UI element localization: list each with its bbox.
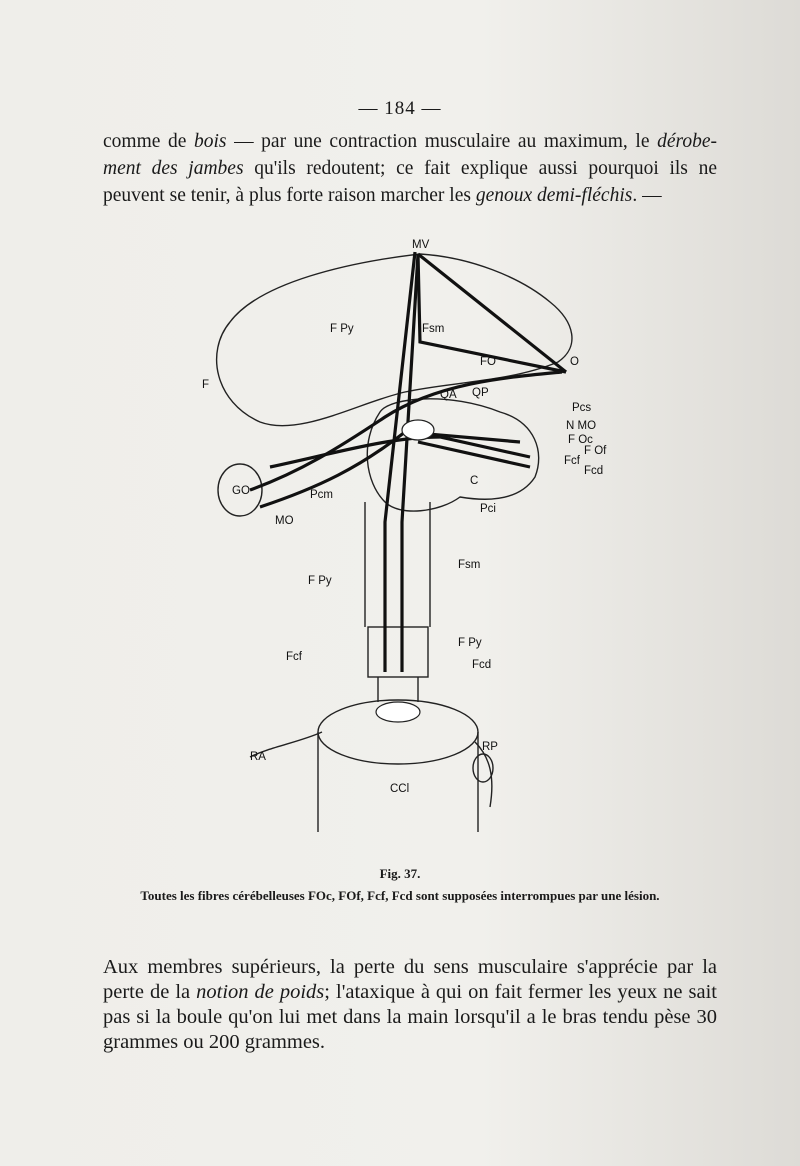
label-fcd-low: Fcd <box>472 659 492 671</box>
label-rp: RP <box>482 741 498 753</box>
label-pcs: Pcs <box>572 402 592 414</box>
text-run: ; l'ataxique à qui on fait fermer les yeux ne sait pas si la boule qu'on lui met dans la main lorsqu'il a le bras tendu pèse 30 grammes ou 200 grammes. <box>103 981 717 1053</box>
figure-caption: Toutes les fibres cérébelleuses FOc, FOf, Fcf, Fcd sont supposées interrompues par une lésion. <box>140 888 660 903</box>
label-qp: QP <box>472 387 489 399</box>
grey-matter <box>376 702 420 722</box>
label-mv: MV <box>412 239 430 251</box>
label-pcm: Pcm <box>310 489 333 501</box>
fiber-tracts <box>250 252 566 672</box>
paragraph-bottom <box>103 955 717 1055</box>
text-run: — par une contraction musculaire au maximum, le <box>226 131 658 152</box>
label-mo: MO <box>275 515 294 527</box>
text-run: comme de <box>103 131 194 152</box>
text-run: . — <box>632 185 662 206</box>
label-qa: QA <box>440 389 457 401</box>
italic-run: genoux demi-fléchis <box>475 185 633 206</box>
label-fpy-low: F Py <box>458 637 482 649</box>
label-o: O <box>570 356 579 368</box>
label-pci: Pci <box>480 503 496 515</box>
label-f: F <box>202 379 210 391</box>
paragraph-top <box>103 128 717 209</box>
hemisphere-outline <box>217 254 572 426</box>
label-ccl: CCl <box>390 783 410 795</box>
figure-number: Fig. 37. <box>379 866 421 881</box>
cord-lower-outline <box>318 732 478 832</box>
italic-run: dérobe-ment des jambes <box>103 131 717 179</box>
label-fcf-low: Fcf <box>286 651 302 663</box>
label-fpy-top: F Py <box>330 323 354 335</box>
label-fcf-right: Fcf <box>564 455 580 467</box>
label-nmo: N MO <box>566 420 597 432</box>
label-fsm-top: Fsm <box>422 323 445 335</box>
figure-37-diagram <box>190 232 610 872</box>
label-fsm-mid: Fsm <box>458 559 481 571</box>
brainstem-outline <box>365 502 430 627</box>
label-c: C <box>470 475 479 487</box>
sensory-fiber <box>402 254 418 672</box>
label-fcd-right: Fcd <box>584 465 604 477</box>
text-run: qu'ils redoutent; ce fait explique aussi pourquoi ils ne peuvent se tenir, à plus forte raison marcher les <box>103 158 717 206</box>
text-run: Aux membres supérieurs, la perte du sens musculaire s'apprécie par la perte de la <box>103 956 717 1003</box>
label-go: GO <box>232 485 250 497</box>
optic-fiber-top <box>418 254 566 372</box>
label-ra: RA <box>250 751 266 763</box>
medulla-outline <box>368 627 428 677</box>
label-fpy-mid: F Py <box>308 575 332 587</box>
italic-run: notion de poids <box>196 981 325 1003</box>
cord-outline <box>378 677 418 702</box>
nucleus-qa <box>402 420 434 440</box>
label-fof: F Of <box>584 445 607 457</box>
page-number: — 184 — <box>358 98 442 119</box>
outlines <box>217 254 572 832</box>
label-fo: FO <box>480 356 496 368</box>
cerebellar-fibers-diagram <box>190 232 610 872</box>
pyramidal-fiber <box>385 252 415 672</box>
label-foc: F Oc <box>568 434 593 446</box>
italic-run: bois <box>193 131 227 152</box>
